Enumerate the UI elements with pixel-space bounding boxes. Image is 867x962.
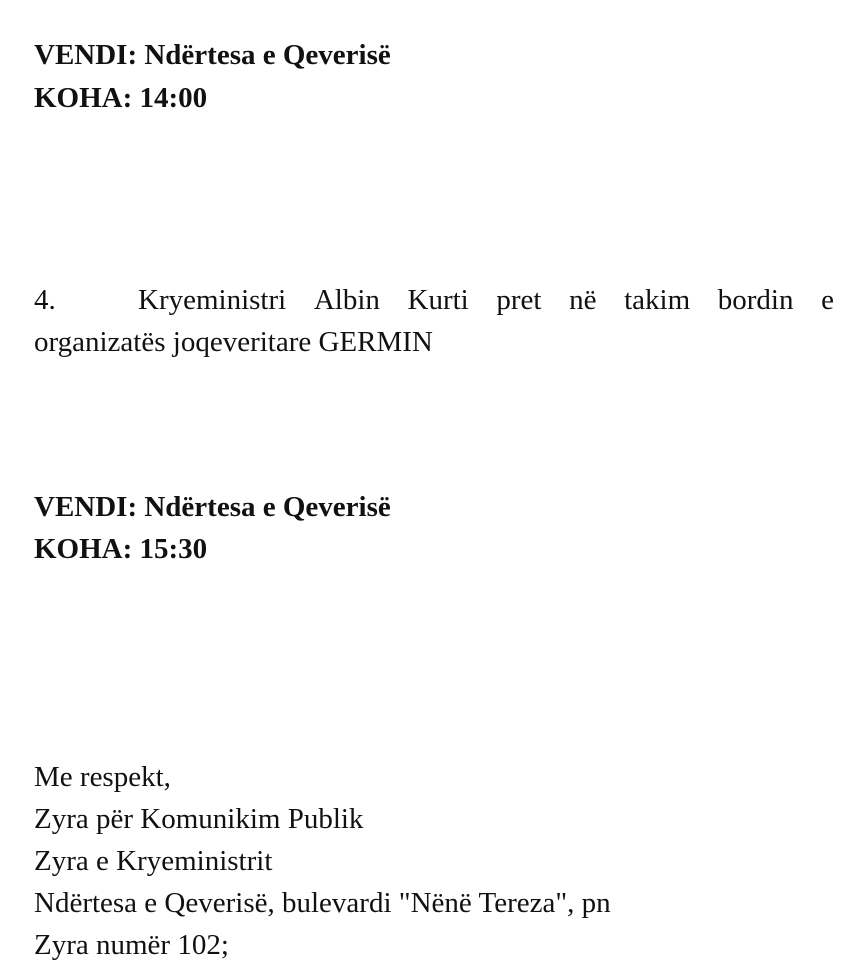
- time-line-2: KOHA: 15:30: [34, 533, 208, 565]
- signature-department: Zyra e Kryeministrit: [34, 845, 273, 877]
- item-text-line-1: [138, 283, 834, 317]
- location-line-2: VENDI: Ndërtesa e Qeverisë: [34, 491, 391, 523]
- item-word: e: [821, 284, 834, 316]
- item-word: në: [569, 284, 597, 316]
- item-word: Kurti: [407, 284, 469, 316]
- item-word: pret: [496, 284, 542, 316]
- item-word: bordin: [717, 284, 794, 316]
- item-text-line-2: organizatës joqeveritare GERMIN: [34, 326, 433, 358]
- signature-greeting: Me respekt,: [34, 761, 171, 793]
- agenda-item-4: [34, 283, 834, 317]
- item-word: Albin: [313, 284, 380, 316]
- item-word: Kryeministri: [138, 284, 287, 316]
- item-word: takim: [624, 284, 691, 316]
- signature-room: Zyra numër 102;: [34, 929, 229, 961]
- location-line-1: VENDI: Ndërtesa e Qeverisë: [34, 39, 391, 71]
- signature-address: Ndërtesa e Qeverisë, bulevardi "Nënë Tereza", pn: [34, 887, 611, 919]
- item-number: 4.: [34, 284, 56, 316]
- signature-office: Zyra për Komunikim Publik: [34, 803, 364, 835]
- time-line-1: KOHA: 14:00: [34, 82, 208, 114]
